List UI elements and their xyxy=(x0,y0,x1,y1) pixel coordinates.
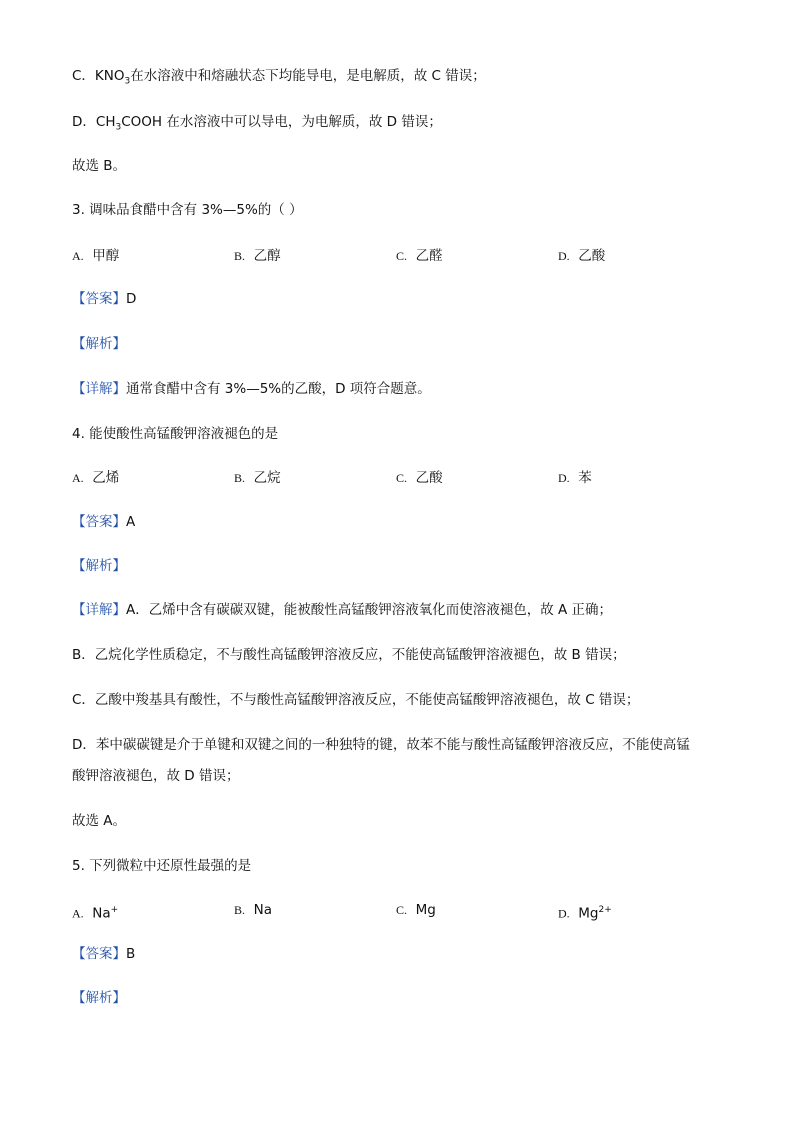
question-5-stem: 5. 下列微粒中还原性最强的是 xyxy=(72,858,252,874)
text: C．KNO xyxy=(72,68,125,84)
option-b xyxy=(234,900,272,920)
answer-line xyxy=(72,289,136,309)
option-b xyxy=(234,246,281,266)
option-letter: C. xyxy=(396,249,408,263)
option-text: 甲醇 xyxy=(92,248,120,264)
detail-text: 通常食醋中含有 3%—5%的乙酸，D 项符合题意。 xyxy=(126,381,431,397)
option-letter: C. xyxy=(396,471,408,485)
analysis-label: 【解析】 xyxy=(72,558,126,574)
option-text: 乙酸 xyxy=(415,470,443,486)
option-text: 乙烯 xyxy=(92,470,120,486)
option-text: 乙烷 xyxy=(253,470,281,486)
answer-value: B xyxy=(126,946,136,962)
conclusion-line: 故选 A。 xyxy=(72,813,127,829)
option-letter: D. xyxy=(558,249,570,263)
option-letter: B. xyxy=(234,471,246,485)
option-a xyxy=(72,246,119,266)
detail-line-d: D．苯中碳碳键是介于单键和双键之间的一种独特的键，故苯不能与酸性高锰酸钾溶液反应，不能使高锰 xyxy=(72,737,690,753)
option-c xyxy=(396,900,436,920)
detail-label: 【详解】 xyxy=(72,381,126,397)
detail-label: 【详解】 xyxy=(72,602,126,618)
option-c xyxy=(396,246,443,266)
answer-label: 【答案】 xyxy=(72,514,126,530)
detail-line-b: B．乙烷化学性质稳定，不与酸性高锰酸钾溶液反应，不能使高锰酸钾溶液褪色，故 B 错误； xyxy=(72,647,626,663)
option-text: 乙酸 xyxy=(578,248,606,264)
option-letter: C. xyxy=(396,903,408,917)
option-text: 苯 xyxy=(578,470,592,486)
option-text: Mg xyxy=(415,902,436,918)
text: D．CH xyxy=(72,114,116,130)
detail-line xyxy=(72,379,431,399)
detail-line-d-continued: 酸钾溶液褪色，故 D 错误； xyxy=(72,768,240,784)
option-text: Na xyxy=(253,902,272,918)
conclusion-line: 故选 B。 xyxy=(72,158,127,174)
option-a xyxy=(72,900,118,924)
option-letter: A. xyxy=(72,249,84,263)
option-letter: A. xyxy=(72,471,84,485)
option-text: 乙醇 xyxy=(253,248,281,264)
question-3-stem: 3. 调味品食醋中含有 3%—5%的（ ） xyxy=(72,202,303,218)
option-text: Na xyxy=(92,905,111,922)
analysis-label: 【解析】 xyxy=(72,990,126,1006)
explanation-line-c xyxy=(72,66,486,92)
option-letter: D. xyxy=(558,471,570,485)
subscript: 3 xyxy=(124,76,131,87)
question-4-stem: 4. 能使酸性高锰酸钾溶液褪色的是 xyxy=(72,426,279,442)
detail-text: A．乙烯中含有碳碳双键，能被酸性高锰酸钾溶液氧化而使溶液褪色，故 A 正确； xyxy=(126,602,613,618)
answer-value: A xyxy=(126,514,136,530)
option-letter: D. xyxy=(558,906,570,921)
answer-label: 【答案】 xyxy=(72,291,126,307)
option-d xyxy=(558,900,612,924)
answer-label: 【答案】 xyxy=(72,946,126,962)
text: COOH 在水溶液中可以导电，为电解质，故 D 错误； xyxy=(121,114,442,130)
option-text: Mg xyxy=(578,905,599,922)
option-c xyxy=(396,468,443,488)
subscript: 3 xyxy=(115,122,122,133)
superscript: 2+ xyxy=(598,905,612,915)
option-d xyxy=(558,246,605,266)
detail-line-a xyxy=(72,600,612,620)
option-text: 乙醛 xyxy=(415,248,443,264)
answer-line xyxy=(72,944,135,964)
answer-line xyxy=(72,512,135,532)
superscript: + xyxy=(110,905,119,915)
text: 在水溶液中和熔融状态下均能导电，是电解质，故 C 错误； xyxy=(130,68,486,84)
detail-line-c: C．乙酸中羧基具有酸性，不与酸性高锰酸钾溶液反应，不能使高锰酸钾溶液褪色，故 C 错误； xyxy=(72,692,640,708)
answer-value: D xyxy=(126,291,137,307)
option-a xyxy=(72,468,119,488)
option-letter: B. xyxy=(234,903,246,917)
analysis-label: 【解析】 xyxy=(72,336,126,352)
option-b xyxy=(234,468,281,488)
option-letter: B. xyxy=(234,249,246,263)
explanation-line-d xyxy=(72,112,442,138)
option-d xyxy=(558,468,592,488)
option-letter: A. xyxy=(72,906,84,921)
